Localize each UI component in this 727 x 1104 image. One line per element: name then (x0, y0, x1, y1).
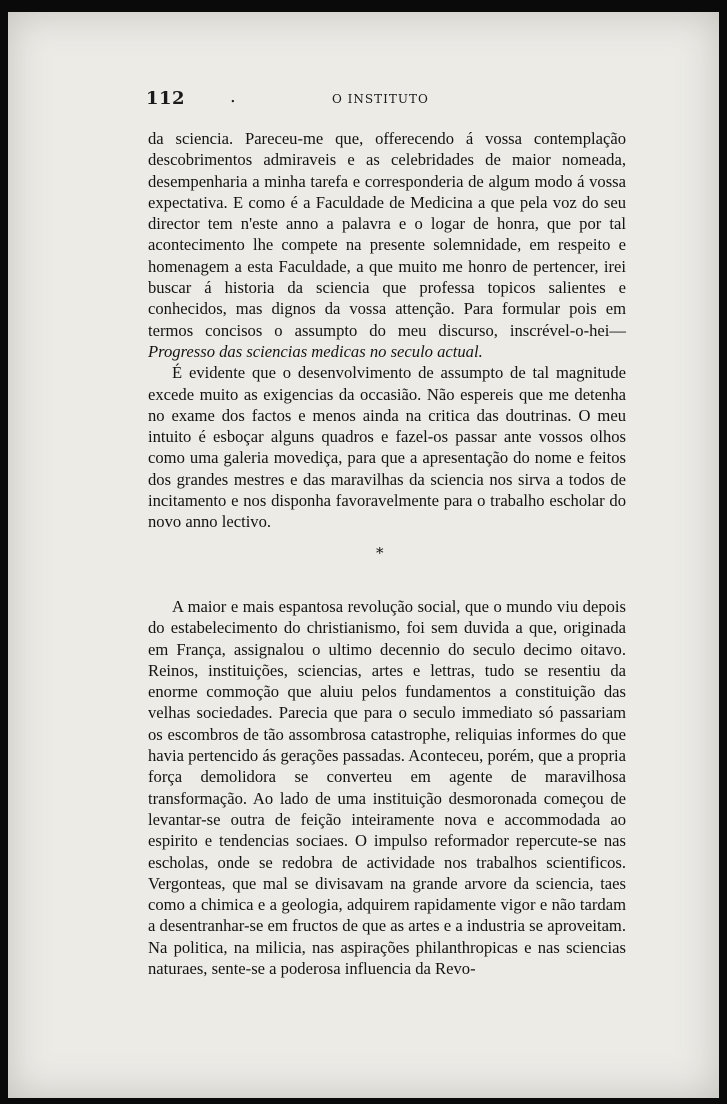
text-block-revolution (148, 596, 626, 979)
page-number: 112 (146, 88, 186, 109)
paragraph-intro (148, 128, 626, 362)
lecture-title: Progresso das sciencias medicas no seculo actual. (148, 341, 483, 361)
section-separator-asterisk: * (376, 544, 384, 562)
page-header (142, 82, 626, 108)
text-block-intro (148, 128, 626, 533)
header-dot: . (230, 86, 236, 107)
paragraph-intro-text: da sciencia. Pareceu-me que, offerecendo á vossa contemplação descobrimentos admiraveis e as celebridades de maior nomeada, desempenharia a minha tarefa e corresponderia de algum modo á vossa expectativa. E como é a Faculdade de Medicina a que pela voz do seu director tem n'este anno a palavra e o logar de honra, que por tal acontecimento lhe compete na presente solemnidade, em respeito e homenagem a esta Faculdade, a que muito me honro de pertencer, irei buscar á historia da sciencia que professa topicos salientes e conhecidos, mas dignos da vossa attenção. Para formular pois em termos concisos o assumpto do meu discurso, inscrével-o-hei— (148, 129, 626, 340)
paragraph-purpose: É evidente que o desenvolvimento de assumpto de tal magnitude excede muito as exigencias da occasião. Não espereis que me detenha no exame dos factos e menos ainda na critica das doutrinas. O meu intuito é esboçar alguns quadros e fazel-os passar ante vossos olhos como uma galeria movediça, para que a apresentação do nome e feitos dos grandes mestres e das maravilhas da sciencia nos sirva a todos de incitamento e nos disponha favoravelmente para o trabalho escholar do novo anno lectivo. (148, 363, 626, 532)
running-title: O INSTITUTO (332, 92, 429, 106)
paragraph-revolution: A maior e mais espantosa revolução social, que o mundo viu depois do estabelecimento do christianismo, foi sem duvida a que, originada em França, assignalou o ultimo decennio do seculo decimo oitavo. Reinos, instituições, sciencias, artes e lettras, tudo se resentiu da enorme commoção que aluiu pelos fundamentos a constituição das velhas sociedades. Parecia que para o seculo immediato só passariam os escombros de tão assombrosa catastrophe, reliquias informes do que havia pertencido ás gerações passadas. Aconteceu, porém, que a propria força demolidora se converteu em agente de maravilhosa transformação. Ao lado de uma instituição desmoronada começou de levantar-se outra de feição inteiramente nova e accommodada ao espirito e tendencias sociaes. O impulso reformador repercute-se nas escholas, onde se redobra de actividade nos trabalhos scientificos. Vergonteas, que mal se divisavam na grande arvore da sciencia, taes como a chimica e a geologia, adquirem rapidamente vigor e não tardam a desentranhar-se em fructos de que as artes e a industria se aproveitam. Na politica, na milicia, nas aspirações philanthropicas e nas sciencias naturaes, sente-se a poderosa influencia da Revo- (148, 597, 626, 979)
